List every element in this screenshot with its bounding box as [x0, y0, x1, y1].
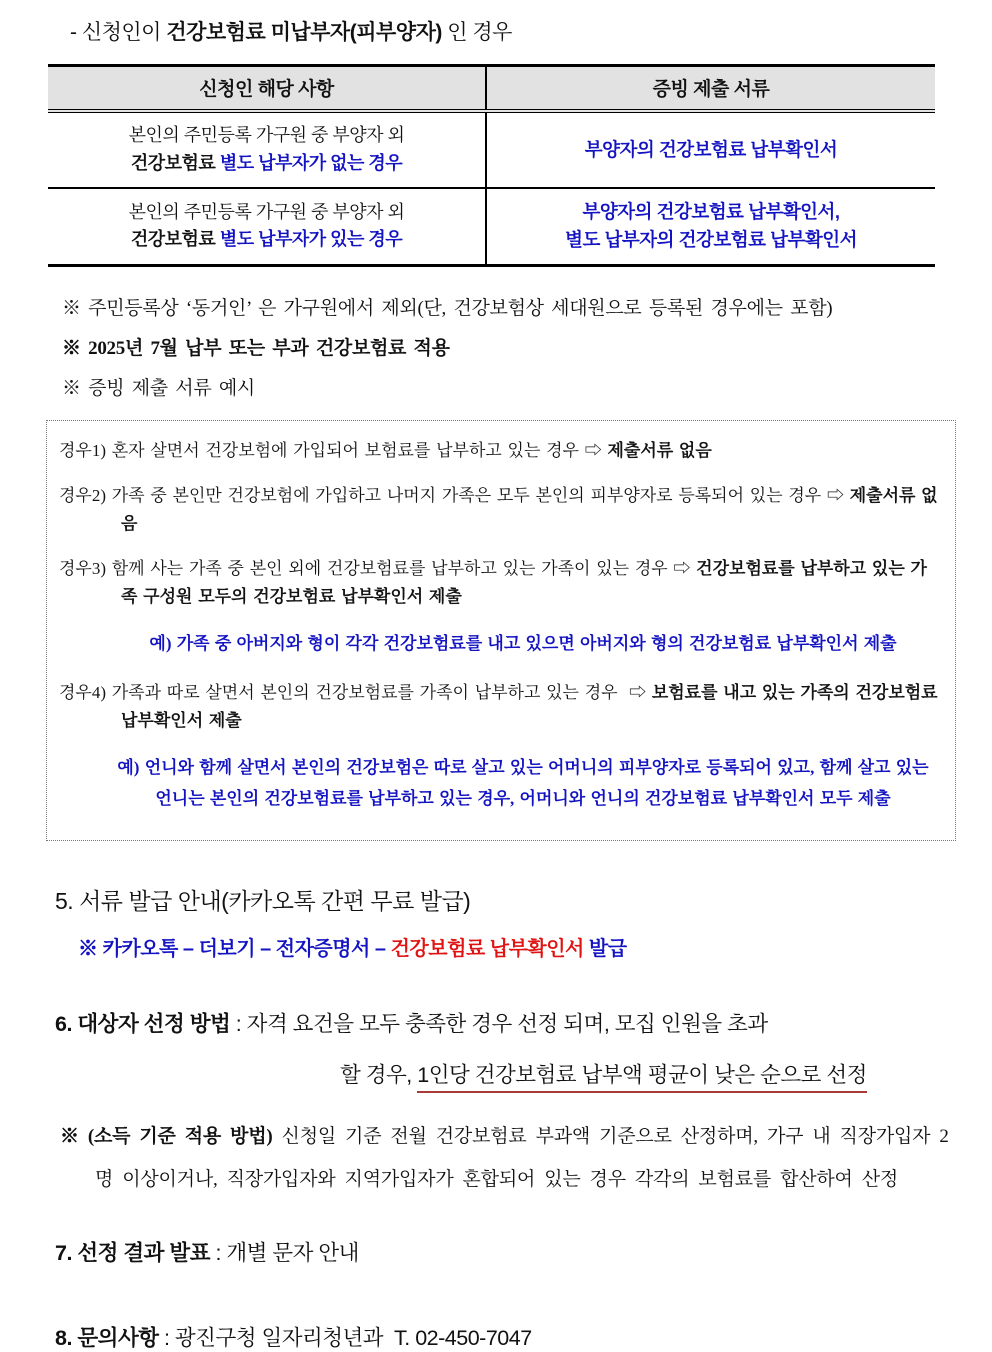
- section-7-text: : 개별 문자 안내: [209, 1241, 359, 1266]
- case-2: [59, 482, 943, 538]
- section-7-title: 7. 선정 결과 발표: [55, 1241, 210, 1266]
- row2-right-line2: 별도 납부자의 건강보험료 납부확인서: [565, 229, 857, 251]
- kakao-path-blue2: 발급: [583, 937, 627, 960]
- table-row-2: [48, 187, 935, 264]
- section-8-heading: [55, 1321, 992, 1352]
- row1-left-line2-black: 건강보험료: [130, 152, 220, 173]
- intro-plain-end: 인 경우: [441, 21, 512, 44]
- row2-left-line2-black: 건강보험료: [130, 229, 220, 250]
- note-premium-period: ※ 2025년 7월 납부 또는 부과 건강보험료 적용: [62, 338, 450, 360]
- case-4-text: 경우4) 가족과 따로 살면서 본인의 건강보험료를 가족이 납부하고 있는 경우 ⇨: [59, 682, 652, 702]
- kakao-path-red: 건강보험료 납부확인서: [390, 937, 584, 960]
- header-cell-applicant: 신청인 해당 사항: [48, 67, 487, 109]
- case-1-text: 경우1) 혼자 살면서 건강보험에 가입되어 보험료를 납부하고 있는 경우 ⇨: [59, 441, 608, 461]
- row2-left-line2-blue: 별도 납부자가 있는 경우: [219, 229, 403, 250]
- case-3-example: 예) 가족 중 아버지와 형이 각각 건강보험료를 내고 있으면 아버지와 형의 건강보험료 납부확인서 제출: [149, 634, 897, 654]
- section-6-text: : 자격 요건을 모두 충족한 경우 선정 되며, 모집 인원을 초과: [230, 1011, 768, 1036]
- section-5-heading: 5. 서류 발급 안내(카카오톡 간편 무료 발급): [55, 887, 471, 914]
- row1-left-line1: 본인의 주민등록 가구원 중 부양자 외: [128, 125, 405, 145]
- row2-applicant-cell: [48, 189, 487, 264]
- table-header-row: [48, 67, 935, 113]
- case-3-result: 건강보험료를 납부하고 있는 가족 구성원 모두의 건강보험료 납부확인서 제출: [121, 559, 927, 607]
- kakao-path-blue1: ※ 카카오톡 – 더보기 – 전자증명서 –: [78, 937, 391, 960]
- income-criteria-note: [60, 1115, 966, 1202]
- eligibility-table: [48, 64, 935, 267]
- note-resident-registration: ※ 주민등록상 ‘동거인’ 은 가구원에서 제외(단, 건강보험상 세대원으로 등록된 경우에는 포함): [62, 298, 833, 320]
- row1-left-line2: [48, 150, 485, 178]
- intro-plain-start: - 신청인이: [70, 21, 167, 44]
- income-criteria-label: ※ (소득 기준 적용 방법): [60, 1125, 273, 1147]
- selection-criteria-plain: 할 경우,: [340, 1062, 418, 1087]
- case-3-text: 경우3) 함께 사는 가족 중 본인 외에 건강보험료를 납부하고 있는 가족이 있는 경우 ⇨: [59, 559, 697, 579]
- table-row-1: [48, 113, 935, 187]
- row2-left-line2: [48, 226, 485, 254]
- income-criteria-text: 신청일 기준 전월 건강보험료 부과액 기준으로 산정하며, 가구 내 직장가입자 2명 이상이거나, 직장가입자와 지역가입자가 혼합되어 있는 경우 각각의 보험료를 합산하여 산정: [95, 1125, 949, 1191]
- section-8-title: 8. 문의사항: [55, 1326, 159, 1351]
- case-3: [59, 555, 943, 611]
- section-7-heading: [55, 1236, 992, 1267]
- row1-documents-cell: [487, 113, 935, 187]
- row2-right-line1: 부양자의 건강보험료 납부확인서,: [582, 200, 840, 222]
- section-8-text: : 광진구청 일자리청년과 T. 02-450-7047: [158, 1326, 532, 1351]
- section-6-title: 6. 대상자 선정 방법: [55, 1011, 231, 1036]
- case-4-example: 예) 언니와 함께 살면서 본인의 건강보험은 따로 살고 있는 어머니의 피부양자로 등록되어 있고, 함께 살고 있는 언니는 본인의 건강보험료를 납부하고 있는 경우, 어머니와 언니의 건강보험료 납부확인서 모두 제출: [117, 757, 929, 809]
- selection-criteria-line: [340, 1058, 992, 1089]
- row1-left-line2-blue: 별도 납부자가 없는 경우: [219, 152, 403, 173]
- case-2-text: 경우2) 가족 중 본인만 건강보험에 가입하고 나머지 가족은 모두 본인의 피부양자로 등록되어 있는 경우 ⇨: [59, 486, 850, 506]
- kakao-issue-path: [78, 932, 992, 961]
- case-4: [59, 679, 943, 735]
- selection-criteria-underlined: 1인당 건강보험료 납부액 평균이 낮은 순으로 선정: [417, 1063, 867, 1093]
- row1-right-line1: 부양자의 건강보험료 납부확인서: [584, 138, 838, 160]
- intro-line: [70, 16, 992, 46]
- case-examples-box: [46, 420, 956, 841]
- row2-left-line1: 본인의 주민등록 가구원 중 부양자 외: [128, 201, 405, 222]
- section-6-heading: [55, 1007, 992, 1038]
- document-page: [0, 16, 992, 1351]
- header-cell-documents: 증빙 제출 서류: [652, 79, 770, 100]
- row1-applicant-cell: [48, 113, 487, 187]
- row2-documents-cell: [487, 189, 935, 264]
- case-1: [59, 437, 943, 465]
- note-document-examples: ※ 증빙 제출 서류 예시: [62, 378, 255, 400]
- case-2-result: 제출서류 없음: [121, 486, 938, 534]
- intro-bold: 건강보험료 미납부자(피부양자): [166, 21, 442, 44]
- case-4-result: 보험료를 내고 있는 가족의 건강보험료 납부확인서 제출: [121, 682, 938, 730]
- case-1-result: 제출서류 없음: [607, 441, 712, 461]
